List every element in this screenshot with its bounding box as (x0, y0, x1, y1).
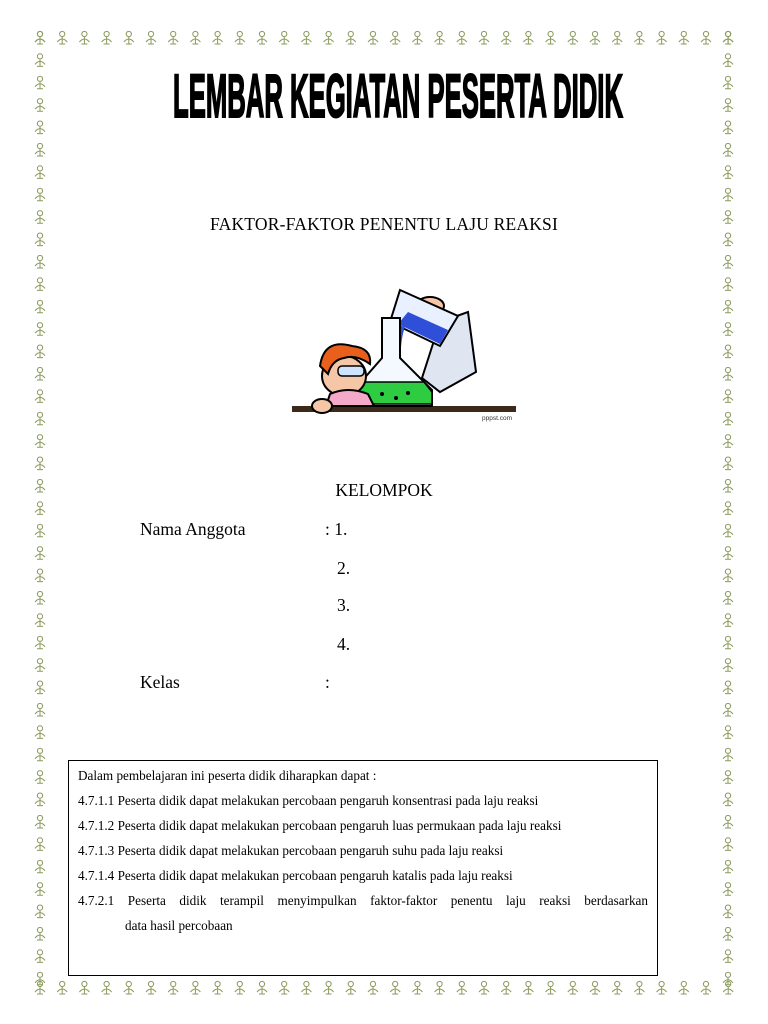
border-ornament-icon (324, 981, 334, 994)
member-3-number: 3. (337, 595, 351, 615)
border-ornament-icon (723, 412, 733, 425)
border-ornament-icon (723, 99, 733, 112)
border-ornament-icon (546, 981, 556, 994)
border-ornament-icon (35, 121, 45, 134)
border-ornament-icon (723, 703, 733, 716)
member-1-number: : 1. (325, 519, 348, 539)
border-ornament-icon (35, 278, 45, 291)
border-ornament-icon (723, 748, 733, 761)
clipart-credit: pppst.com (482, 415, 512, 422)
border-ornament-icon (657, 31, 667, 44)
class-label: Kelas (140, 672, 180, 692)
border-ornament-icon (279, 981, 289, 994)
border-ornament-icon (479, 981, 489, 994)
border-ornament-icon (435, 31, 445, 44)
border-ornament-icon (723, 323, 733, 336)
border-ornament-icon (590, 981, 600, 994)
border-ornament-icon (35, 972, 45, 985)
border-ornament-icon (35, 591, 45, 604)
border-ornament-icon (723, 54, 733, 67)
border-ornament-icon (723, 591, 733, 604)
border-ornament-icon (190, 981, 200, 994)
border-ornament-icon (35, 457, 45, 470)
page-border-right (716, 26, 740, 1000)
border-ornament-icon (723, 390, 733, 403)
border-ornament-icon (435, 981, 445, 994)
border-ornament-icon (35, 927, 45, 940)
border-ornament-icon (723, 121, 733, 134)
border-ornament-icon (35, 255, 45, 268)
border-ornament-icon (723, 367, 733, 380)
border-ornament-icon (35, 524, 45, 537)
border-ornament-icon (35, 345, 45, 358)
border-ornament-icon (35, 883, 45, 896)
border-ornament-icon (35, 905, 45, 918)
border-ornament-icon (390, 981, 400, 994)
member-4-number: 4. (337, 634, 351, 654)
border-ornament-icon (102, 31, 112, 44)
border-ornament-icon (35, 793, 45, 806)
border-ornament-icon (35, 815, 45, 828)
border-ornament-icon (723, 435, 733, 448)
border-ornament-icon (634, 31, 644, 44)
border-ornament-icon (35, 300, 45, 313)
border-ornament-icon (35, 367, 45, 380)
border-ornament-icon (679, 31, 689, 44)
border-ornament-icon (523, 31, 533, 44)
border-ornament-icon (57, 31, 67, 44)
border-ornament-icon (723, 659, 733, 672)
worksheet-title-text: LEMBAR KEGIATAN PESERTA DIDIK (172, 62, 623, 131)
border-ornament-icon (213, 981, 223, 994)
border-ornament-icon (723, 31, 733, 44)
border-ornament-icon (168, 981, 178, 994)
border-ornament-icon (723, 188, 733, 201)
page-border-top (28, 26, 740, 50)
worksheet-title-art (168, 62, 628, 178)
border-ornament-icon (679, 981, 689, 994)
border-ornament-icon (568, 31, 578, 44)
border-ornament-icon (412, 31, 422, 44)
border-ornament-icon (35, 703, 45, 716)
border-ornament-icon (35, 323, 45, 336)
border-ornament-icon (723, 255, 733, 268)
border-ornament-icon (79, 981, 89, 994)
border-ornament-icon (723, 860, 733, 873)
border-ornament-icon (35, 726, 45, 739)
border-ornament-icon (146, 981, 156, 994)
border-ornament-icon (124, 981, 134, 994)
border-ornament-icon (723, 681, 733, 694)
border-ornament-icon (723, 950, 733, 963)
border-ornament-icon (35, 502, 45, 515)
scientist-pouring-flask-icon (290, 282, 520, 428)
border-ornament-icon (35, 390, 45, 403)
objective-item-continuation: data hasil percobaan (125, 918, 233, 933)
border-ornament-icon (124, 31, 134, 44)
objective-item: 4.7.2.1 Peserta didik terampil menyimpulkan faktor-faktor penentu laju reaksi berdasarkan (78, 893, 648, 908)
border-ornament-icon (723, 166, 733, 179)
border-ornament-icon (35, 76, 45, 89)
border-ornament-icon (35, 547, 45, 560)
border-ornament-icon (723, 636, 733, 649)
border-ornament-icon (35, 771, 45, 784)
border-ornament-icon (257, 981, 267, 994)
class-colon: : (325, 672, 330, 692)
border-ornament-icon (723, 793, 733, 806)
border-ornament-icon (168, 31, 178, 44)
border-ornament-icon (257, 31, 267, 44)
border-ornament-icon (723, 143, 733, 156)
border-ornament-icon (368, 31, 378, 44)
border-ornament-icon (35, 435, 45, 448)
border-ornament-icon (723, 502, 733, 515)
border-ornament-icon (301, 31, 311, 44)
border-ornament-icon (723, 76, 733, 89)
border-ornament-icon (57, 981, 67, 994)
border-ornament-icon (346, 31, 356, 44)
border-ornament-icon (723, 457, 733, 470)
border-ornament-icon (146, 31, 156, 44)
border-ornament-icon (235, 31, 245, 44)
border-ornament-icon (501, 31, 511, 44)
border-ornament-icon (35, 950, 45, 963)
border-ornament-icon (568, 981, 578, 994)
border-ornament-icon (35, 188, 45, 201)
border-ornament-icon (368, 981, 378, 994)
objective-item: 4.7.1.3 Peserta didik dapat melakukan percobaan pengaruh suhu pada laju reaksi (78, 843, 504, 858)
border-ornament-icon (723, 905, 733, 918)
border-ornament-icon (723, 972, 733, 985)
border-ornament-icon (723, 569, 733, 582)
border-ornament-icon (590, 31, 600, 44)
border-ornament-icon (235, 981, 245, 994)
border-ornament-icon (723, 927, 733, 940)
objective-item: 4.7.1.1 Peserta didik dapat melakukan percobaan pengaruh konsentrasi pada laju reaksi (78, 793, 539, 808)
border-ornament-icon (35, 838, 45, 851)
border-ornament-icon (102, 981, 112, 994)
border-ornament-icon (723, 524, 733, 537)
border-ornament-icon (412, 981, 422, 994)
border-ornament-icon (35, 636, 45, 649)
border-ornament-icon (390, 31, 400, 44)
border-ornament-icon (546, 31, 556, 44)
border-ornament-icon (35, 166, 45, 179)
members-label: Nama Anggota (140, 519, 246, 539)
border-ornament-icon (723, 547, 733, 560)
border-ornament-icon (301, 981, 311, 994)
border-ornament-icon (35, 569, 45, 582)
border-ornament-icon (501, 981, 511, 994)
border-ornament-icon (479, 31, 489, 44)
border-ornament-icon (723, 883, 733, 896)
border-ornament-icon (457, 31, 467, 44)
border-ornament-icon (35, 54, 45, 67)
worksheet-subtitle: FAKTOR-FAKTOR PENENTU LAJU REAKSI (209, 214, 559, 234)
border-ornament-icon (723, 345, 733, 358)
border-ornament-icon (35, 659, 45, 672)
border-ornament-icon (35, 681, 45, 694)
border-ornament-icon (723, 300, 733, 313)
border-ornament-icon (612, 981, 622, 994)
border-ornament-icon (35, 143, 45, 156)
border-ornament-icon (723, 726, 733, 739)
objectives-intro: Dalam pembelajaran ini peserta didik diharapkan dapat : (78, 768, 377, 783)
border-ornament-icon (523, 981, 533, 994)
page-border-left (28, 26, 52, 1000)
border-ornament-icon (457, 981, 467, 994)
objective-item: 4.7.1.4 Peserta didik dapat melakukan percobaan pengaruh katalis pada laju reaksi (78, 868, 513, 883)
border-ornament-icon (35, 614, 45, 627)
border-ornament-icon (701, 981, 711, 994)
border-ornament-icon (324, 31, 334, 44)
page-border-bottom (28, 976, 740, 1000)
objective-item: 4.7.1.2 Peserta didik dapat melakukan percobaan pengaruh luas permukaan pada laju reaksi (78, 818, 562, 833)
border-ornament-icon (35, 99, 45, 112)
border-ornament-icon (657, 981, 667, 994)
border-ornament-icon (701, 31, 711, 44)
border-ornament-icon (346, 981, 356, 994)
border-ornament-icon (35, 748, 45, 761)
border-ornament-icon (723, 278, 733, 291)
member-2-number: 2. (337, 558, 351, 578)
border-ornament-icon (279, 31, 289, 44)
border-ornament-icon (79, 31, 89, 44)
border-ornament-icon (723, 838, 733, 851)
border-ornament-icon (35, 412, 45, 425)
border-ornament-icon (35, 860, 45, 873)
group-label: KELOMPOK (335, 480, 433, 500)
border-ornament-icon (723, 614, 733, 627)
border-ornament-icon (612, 31, 622, 44)
border-ornament-icon (213, 31, 223, 44)
border-ornament-icon (634, 981, 644, 994)
border-ornament-icon (190, 31, 200, 44)
learning-objectives-box (68, 760, 658, 976)
border-ornament-icon (723, 815, 733, 828)
border-ornament-icon (35, 31, 45, 44)
border-ornament-icon (723, 771, 733, 784)
